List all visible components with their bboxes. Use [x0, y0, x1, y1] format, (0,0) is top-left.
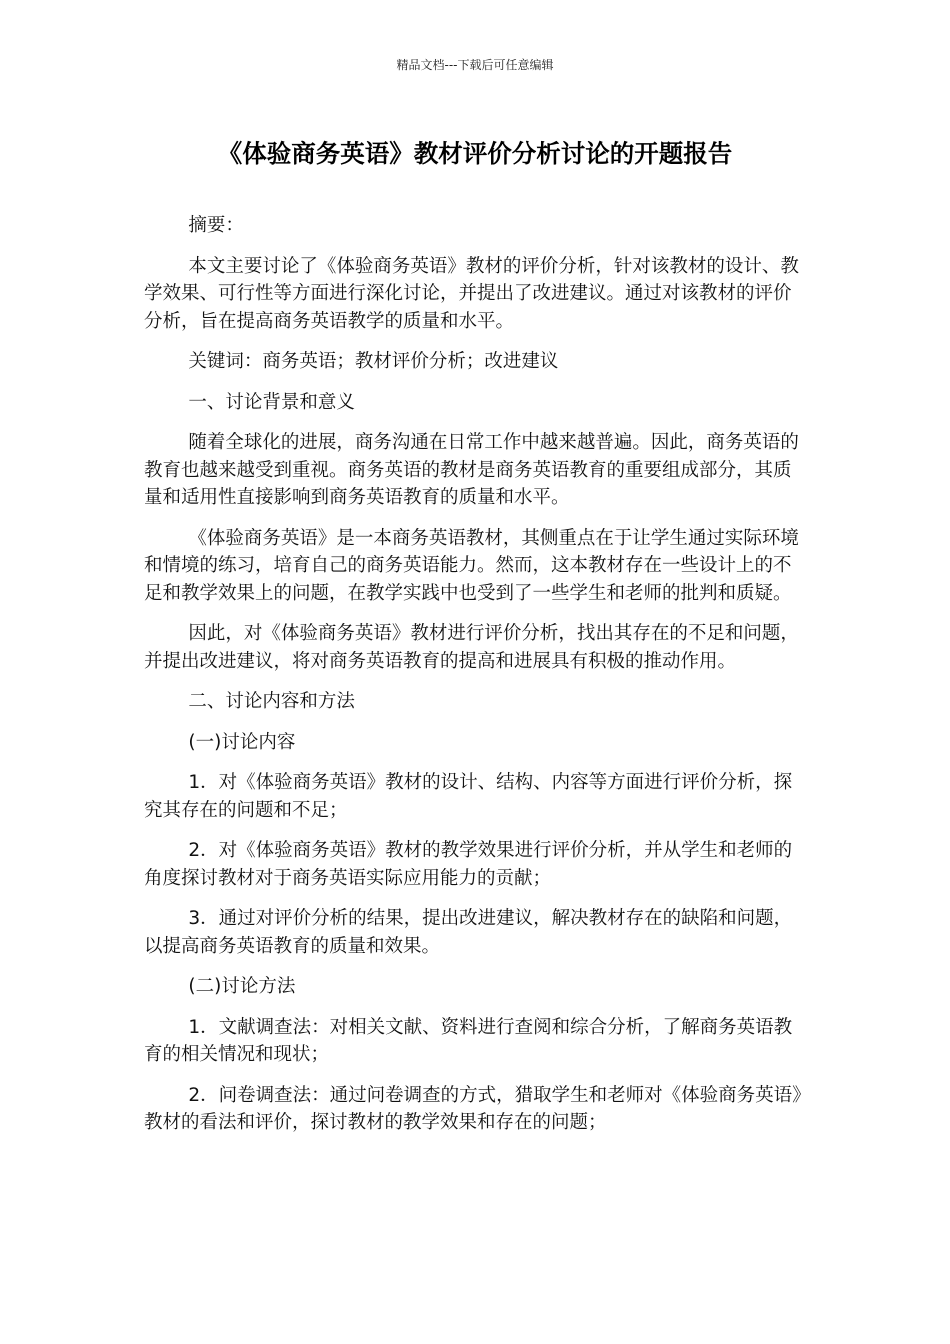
- background-paragraph-1: 随着全球化的进展，商务沟通在日常工作中越来越普遍。因此，商务英语的教育也越来越受到重视。商务英语的教材是商务英语教育的重要组成部分，其质量和适用性直接影响到商务英语教育的质量和水平。: [144, 432, 799, 508]
- content-item-1: 1．对《体验商务英语》教材的设计、结构、内容等方面进行评价分析，探究其存在的问题和不足；: [144, 772, 793, 821]
- method-item-2: 2．问卷调查法：通过问卷调查的方式，猎取学生和老师对《体验商务英语》教材的看法和评价，探讨教材的教学效果和存在的问题；: [144, 1084, 802, 1133]
- header-note: 精品文档---下载后可任意编辑: [396, 58, 554, 72]
- abstract-heading: 摘要：: [188, 215, 244, 236]
- content-item-2: 2．对《体验商务英语》教材的教学效果进行评价分析，并从学生和老师的角度探讨教材对于商务英语实际应用能力的贡献；: [144, 840, 793, 889]
- section-heading-content-method: 二、讨论内容和方法: [188, 691, 355, 712]
- background-paragraph-3: 因此，对《体验商务英语》教材进行评价分析，找出其存在的不足和问题，并提出改进建议，将对商务英语教育的提高和进展具有积极的推动作用。: [144, 623, 799, 672]
- method-item-1: 1．文献调查法：对相关文献、资料进行查阅和综合分析，了解商务英语教育的相关情况和现状；: [144, 1016, 793, 1065]
- document-body: [144, 212, 808, 1150]
- background-paragraph-2: 《体验商务英语》是一本商务英语教材，其侧重点在于让学生通过实际环境和情境的练习，培育自己的商务英语能力。然而，这本教材存在一些设计上的不足和教学效果上的问题，在教学实践中也受到了一些学生和老师的批判和质疑。: [144, 527, 799, 604]
- keywords-line: 关键词：商务英语；教材评价分析；改进建议: [188, 351, 559, 372]
- document-title: 《体验商务英语》教材评价分析讨论的开题报告: [217, 139, 733, 168]
- content-item-3: 3．通过对评价分析的结果，提出改进建议，解决教材存在的缺陷和问题，以提高商务英语教育的质量和效果。: [144, 908, 793, 957]
- subsection-heading-content: (一)讨论内容: [188, 731, 296, 753]
- abstract-paragraph: 本文主要讨论了《体验商务英语》教材的评价分析，针对该教材的设计、教学效果、可行性等方面进行深化讨论，并提出了改进建议。通过对该教材的评价分析，旨在提高商务英语教学的质量和水平。: [144, 255, 799, 332]
- section-heading-background: 一、讨论背景和意义: [188, 391, 355, 413]
- subsection-heading-method: (二)讨论方法: [188, 976, 296, 997]
